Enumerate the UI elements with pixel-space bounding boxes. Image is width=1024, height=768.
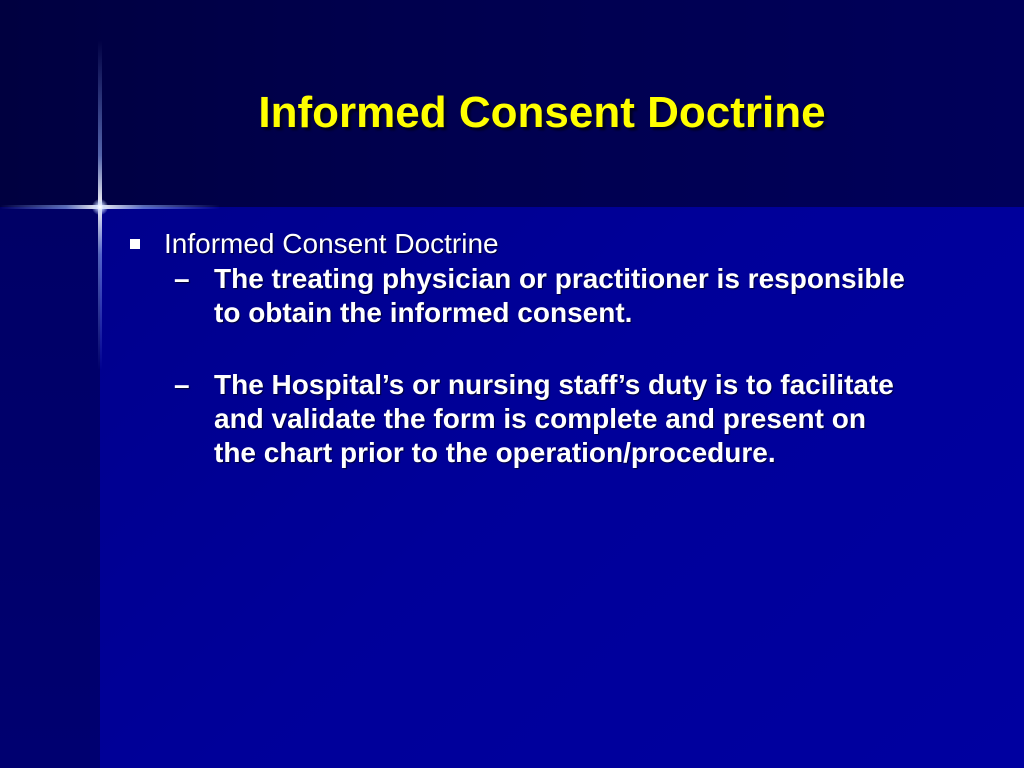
sparkle-star-icon	[92, 199, 108, 215]
left-strip	[0, 207, 100, 768]
dash-marker: –	[174, 263, 190, 294]
square-bullet-icon	[130, 239, 140, 249]
bullet-list	[130, 226, 930, 470]
bullet-label: Informed Consent Doctrine	[164, 228, 499, 259]
sub-bullet-item	[174, 368, 930, 470]
sparkle-star-icon-horizontal-ray	[0, 205, 220, 209]
dash-marker: –	[174, 369, 190, 400]
sub-bullet-item	[174, 262, 930, 330]
slide-title: Informed Consent Doctrine	[258, 88, 826, 137]
bullet-item	[130, 226, 930, 262]
sub-bullet-text: The Hospital’s or nursing staff’s duty is to facilitate and validate the form is complete and present on the chart prior to the operation/procedure.	[214, 369, 894, 468]
sub-bullet-text: The treating physician or practitioner is responsible to obtain the informed consent.	[214, 263, 905, 328]
